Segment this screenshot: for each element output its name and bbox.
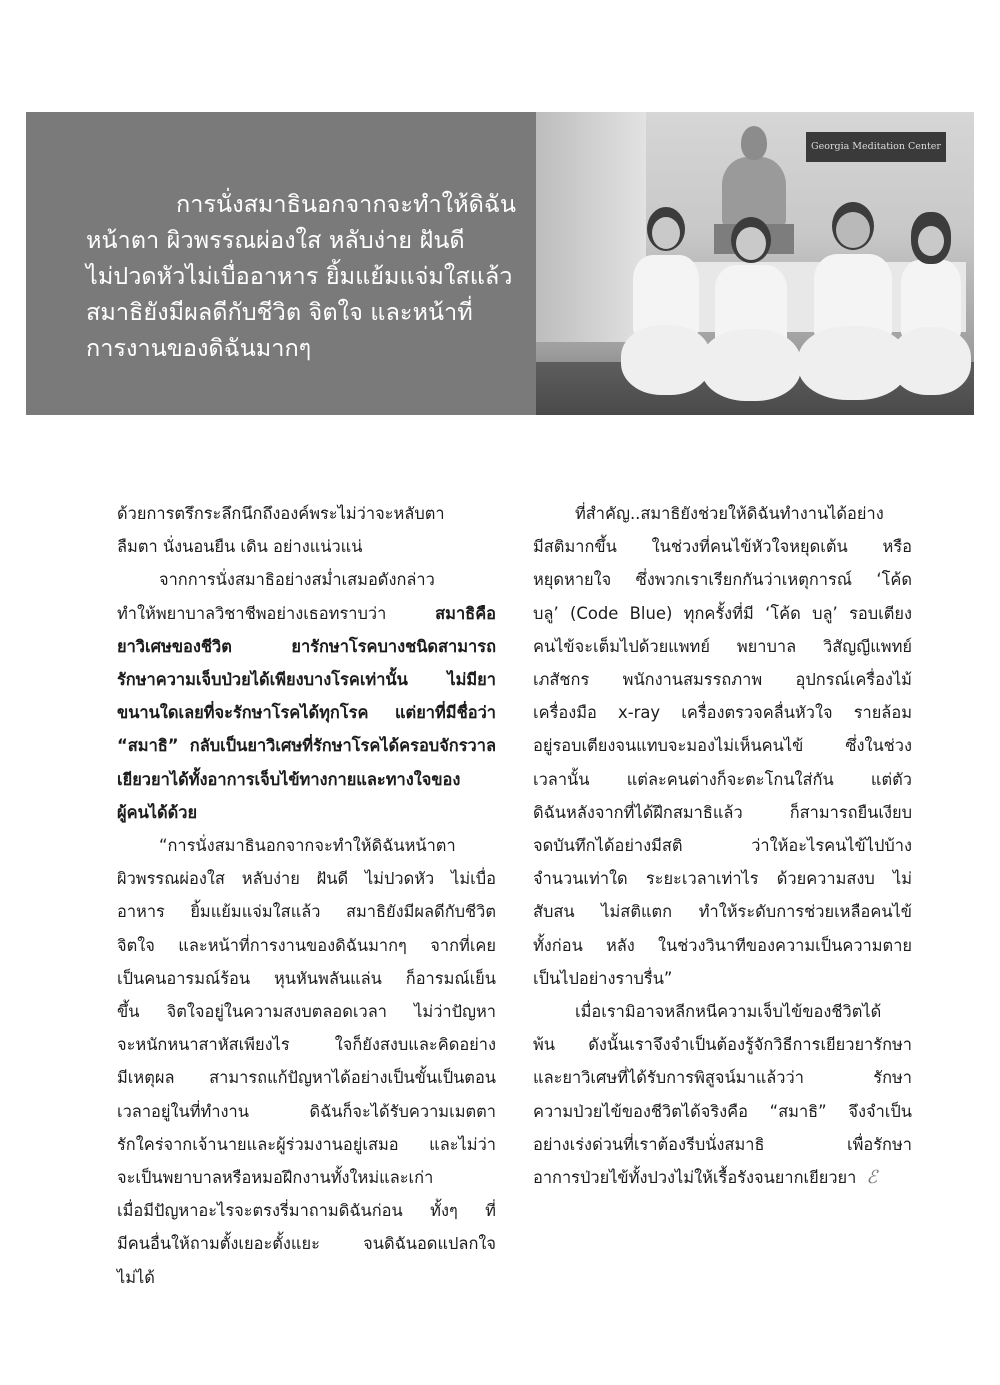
body-text: สับสน ไม่สติแตก ทำให้ระดับการช่วยเหลือคนไข้	[533, 902, 912, 922]
body-text-line	[117, 1227, 496, 1260]
body-text: ด้วยการตรึกระลึกนึกถึงองค์พระไม่ว่าจะหลับตา	[117, 504, 445, 523]
body-text-line	[117, 862, 496, 895]
body-text-line	[117, 796, 496, 829]
header-banner	[26, 112, 974, 415]
body-text-line	[117, 829, 496, 862]
body-text: เมื่อมีปัญหาอะไรจะตรงรี่มาถามดิฉันก่อน ทั้งๆ ที่	[117, 1201, 496, 1221]
body-text: อาการป่วยไข้ทั้งปวงไม่ให้เรื้อรังจนยากเยียวยา	[533, 1168, 857, 1188]
body-text-line	[533, 1028, 912, 1061]
body-text-bold: รักษาความเจ็บป่วยได้เพียงบางโรคเท่านั้น ไม่มียา	[117, 670, 496, 690]
body-text-line	[533, 497, 912, 530]
body-text: ผิวพรรณผ่องใส หลับง่าย ฝันดี ไม่ปวดหัว ไม่เบื่อ	[117, 869, 496, 889]
body-text-line	[117, 995, 496, 1028]
body-text-line	[533, 796, 912, 829]
body-text: เภสัชกร พนักงานสมรรถภาพ อุปกรณ์เครื่องไม้	[533, 670, 912, 690]
body-text-line	[533, 630, 912, 663]
body-text-line	[117, 962, 496, 995]
body-text-line	[117, 696, 496, 729]
body-text: เป็นคนอารมณ์ร้อน หุนหันพลันแล่น ก็อารมณ์เย็น	[117, 968, 496, 988]
body-text-line	[533, 729, 912, 762]
body-text: อย่างเร่งด่วนที่เราต้องรีบนั่งสมาธิ เพื่อรักษา	[533, 1134, 912, 1154]
pull-quote-line: หน้าตา ผิวพรรณผ่องใส หลับง่าย ฝันดี	[86, 226, 465, 254]
body-text: ดิฉันหลังจากที่ได้ฝึกสมาธิแล้ว ก็สามารถยืนเงียบ	[533, 802, 912, 822]
body-text: มีเหตุผล สามารถแก้ปัญหาได้อย่างเป็นขั้นเป็นตอน	[117, 1068, 496, 1088]
right-text-column	[533, 497, 912, 1194]
body-text-line	[533, 1128, 912, 1161]
body-text-line	[117, 497, 496, 530]
body-text: ความป่วยไข้ของชีวิตได้จริงคือ “สมาธิ” จึงจำเป็น	[533, 1101, 912, 1121]
photo-sign: Georgia Meditation Center	[806, 132, 946, 162]
body-text-line	[117, 763, 496, 796]
person-figure	[701, 217, 801, 402]
pull-quote	[86, 186, 524, 366]
body-text: จะหนักหนาสาหัสเพียงไร ใจก็ยังสงบและคิดอย่าง	[117, 1035, 496, 1055]
body-text-line	[117, 1028, 496, 1061]
body-text-bold: ยาวิเศษของชีวิต ยารักษาโรคบางชนิดสามารถ	[117, 636, 496, 656]
body-text: คนไข้จะเต็มไปด้วยแพทย์ พยาบาล วิสัญญีแพทย์	[533, 636, 912, 656]
body-text-line	[117, 1261, 496, 1294]
body-text-line	[533, 862, 912, 895]
body-text: จำนวนเท่าใด ระยะเวลาเท่าไร ด้วยความสงบ ไม่	[533, 869, 912, 889]
body-text-line	[117, 1128, 496, 1161]
body-text-line	[533, 563, 912, 596]
pull-quote-line: สมาธิยังมีผลดีกับชีวิต จิตใจ และหน้าที่	[86, 298, 473, 326]
body-text-line	[117, 1161, 496, 1194]
body-text: อาหาร ยิ้มแย้มแจ่มใสแล้ว สมาธิยังมีผลดีกับชีวิต	[117, 902, 496, 922]
body-text-bold: “สมาธิ” กลับเป็นยาวิเศษที่รักษาโรคได้ครอบจักรวาล	[117, 736, 496, 756]
body-text: อยู่รอบเตียงจนแทบจะมองไม่เห็นคนไข้ ซึ่งในช่วง	[533, 736, 912, 756]
body-text: มีคนอื่นให้ถามตั้งเยอะตั้งแยะ จนดิฉันอดแปลกใจ	[117, 1234, 496, 1254]
body-text-bold: ผู้คนได้ด้วย	[117, 802, 198, 822]
body-text-line	[533, 1161, 912, 1194]
body-text: เป็นไปอย่างราบรื่น”	[533, 968, 673, 988]
body-text-line	[117, 929, 496, 962]
body-text-line	[533, 829, 912, 862]
body-text: ลืมตา นั่งนอนยืน เดิน อย่างแน่วแน่	[117, 537, 363, 557]
body-text: จากการนั่งสมาธิอย่างสม่ำเสมอดังกล่าว	[159, 570, 435, 590]
body-text: เวลานั้น แต่ละคนต่างก็จะตะโกนใส่กัน แต่ตัว	[533, 769, 912, 789]
body-text-line	[117, 1095, 496, 1128]
body-text-line	[533, 530, 912, 563]
body-text-line	[533, 929, 912, 962]
pull-quote-panel	[26, 112, 536, 415]
body-text: ขึ้น จิตใจอยู่ในความสงบตลอดเวลา ไม่ว่าปัญหา	[117, 1002, 496, 1022]
body-text-line	[117, 1061, 496, 1094]
body-text-line	[533, 696, 912, 729]
body-text-bold: สมาธิคือ	[435, 603, 496, 623]
body-text: เครื่องมือ x-ray เครื่องตรวจคลื่นหัวใจ รายล้อม	[533, 703, 912, 723]
body-text-line	[533, 995, 912, 1028]
body-text: เวลาอยู่ในที่ทำงาน ดิฉันก็จะได้รับความเมตตา	[117, 1101, 496, 1121]
body-text: เมื่อเรามิอาจหลีกหนีความเจ็บไข้ของชีวิตได้	[575, 1002, 882, 1022]
body-text-line	[117, 630, 496, 663]
buddha-statue-head	[741, 126, 767, 160]
body-text: รักใคร่จากเจ้านายและผู้ร่วมงานอยู่เสมอ และไม่ว่า	[117, 1134, 496, 1154]
meditation-group-photo	[536, 112, 974, 415]
body-text-line	[533, 895, 912, 928]
body-text: “การนั่งสมาธินอกจากจะทำให้ดิฉันหน้าตา	[159, 836, 456, 856]
body-text: ทำให้พยาบาลวิชาชีพอย่างเธอทราบว่า	[117, 603, 436, 623]
person-figure	[891, 212, 971, 397]
body-text: จดบันทึกได้อย่างมีสติ ว่าให้อะไรคนไข้ไปบ้าง	[533, 836, 912, 856]
body-text-line	[117, 563, 496, 596]
body-text: มีสติมากขึ้น ในช่วงที่คนไข้หัวใจหยุดเต้น หรือ	[533, 537, 912, 557]
pull-quote-line: ไม่ปวดหัวไม่เบื่ออาหาร ยิ้มแย้มแจ่มใสแล้ว	[86, 262, 513, 290]
body-text: หยุดหายใจ ซึ่งพวกเราเรียกกันว่าเหตุการณ์ ‘โค้ด	[533, 570, 912, 590]
body-text: ไม่ได้	[117, 1267, 155, 1287]
body-text: ทั้งก่อน หลัง ในช่วงวินาทีของความเป็นความตาย	[533, 935, 912, 955]
body-text: บลู’ (Code Blue) ทุกครั้งที่มี ‘โค้ด บลู’ รอบเตียง	[533, 603, 912, 623]
body-text: พ้น ดังนั้นเราจึงจำเป็นต้องรู้จักวิธีการเยียวยารักษา	[533, 1035, 912, 1055]
body-text-line	[117, 530, 496, 563]
body-text-line	[117, 597, 496, 630]
body-text-line	[533, 1061, 912, 1094]
body-text-line	[533, 663, 912, 696]
body-text-line	[533, 597, 912, 630]
body-text-line	[117, 729, 496, 762]
pull-quote-line: การงานของดิฉันมากๆ	[86, 334, 312, 362]
body-text-bold: ขนานใดเลยที่จะรักษาโรคได้ทุกโรค แต่ยาที่มีชื่อว่า	[117, 703, 496, 723]
body-text-line	[533, 763, 912, 796]
body-text: จิตใจ และหน้าที่การงานของดิฉันมากๆ จากที่เคย	[117, 935, 496, 955]
person-figure	[621, 207, 711, 397]
left-text-column	[117, 497, 496, 1294]
pull-quote-line: การนั่งสมาธินอกจากจะทำให้ดิฉัน	[176, 190, 516, 218]
body-text-line	[533, 962, 912, 995]
body-text: จะเป็นพยาบาลหรือหมอฝึกงานทั้งใหม่และเก่า	[117, 1168, 434, 1188]
end-of-article-mark: ℰ	[866, 1167, 878, 1189]
body-text: และยาวิเศษที่ได้รับการพิสูจน์มาแล้วว่า รักษา	[533, 1068, 912, 1088]
body-text-line	[533, 1095, 912, 1128]
body-text: ที่สำคัญ..สมาธิยังช่วยให้ดิฉันทำงานได้อย่าง	[575, 504, 884, 523]
body-text-line	[117, 1194, 496, 1227]
body-text-bold: เยียวยาได้ทั้งอาการเจ็บไข้ทางกายและทางใจของ	[117, 769, 461, 789]
body-text-line	[117, 895, 496, 928]
body-text-line	[117, 663, 496, 696]
